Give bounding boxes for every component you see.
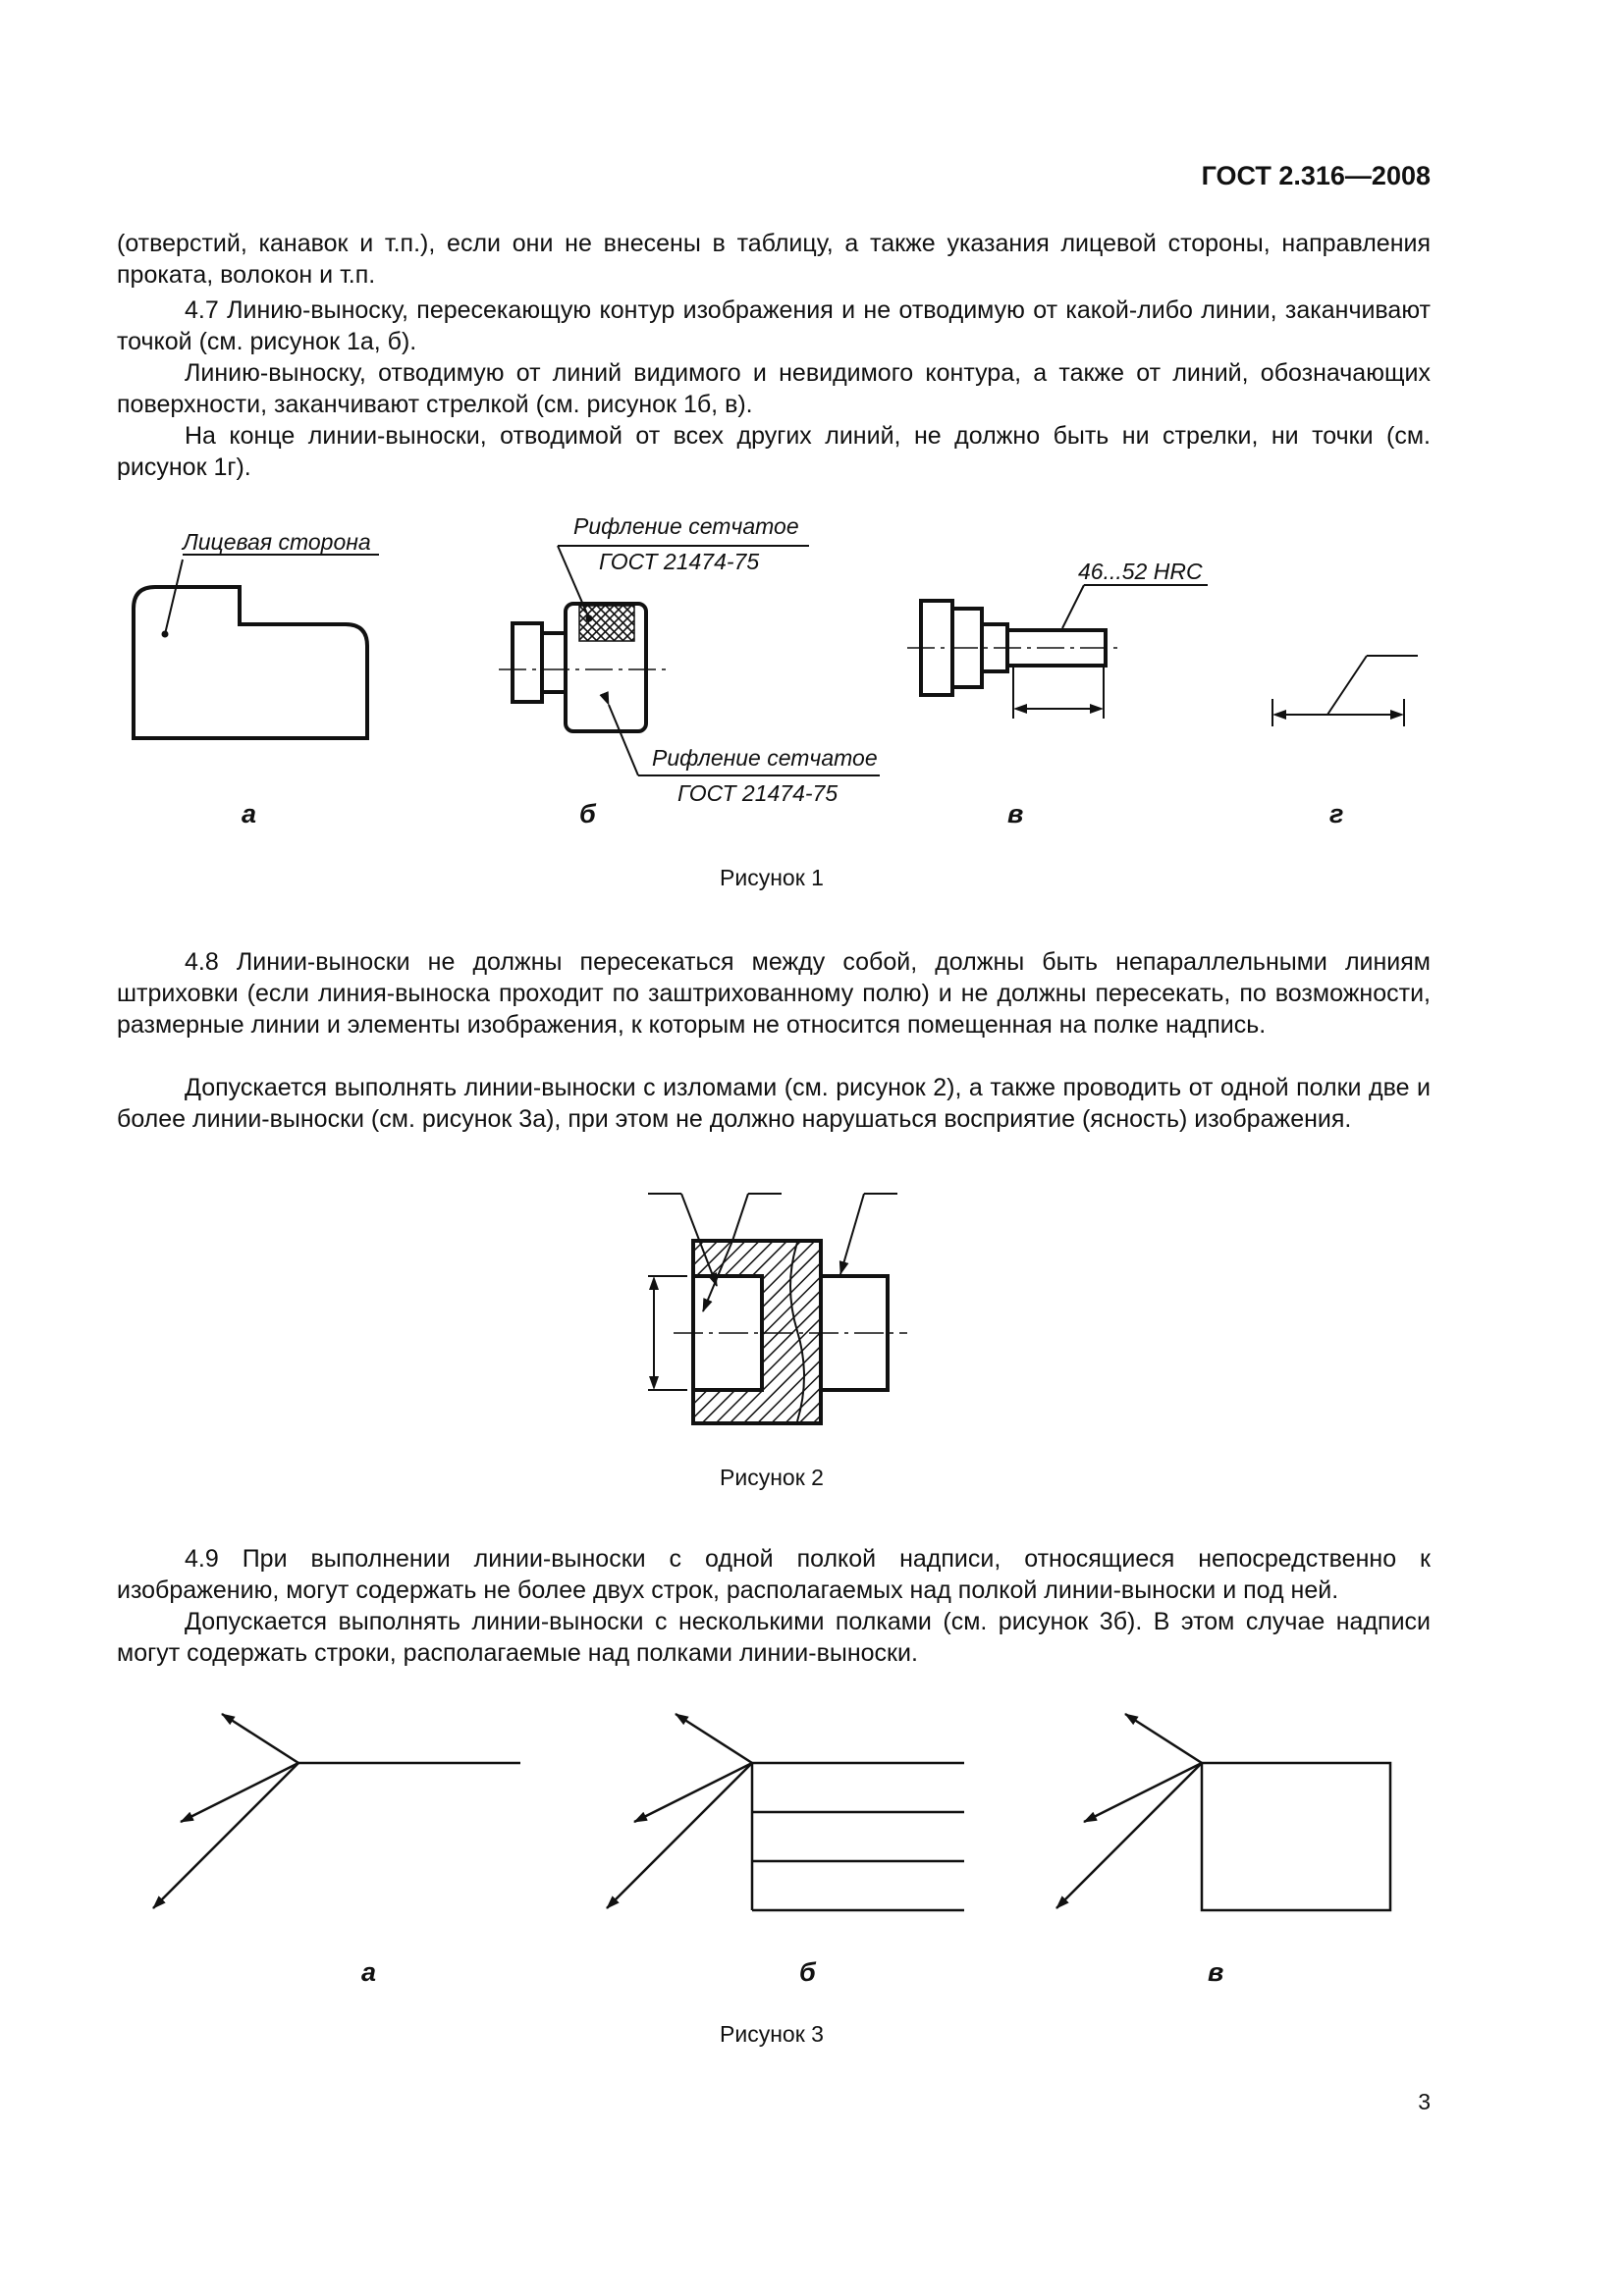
paragraph-shelves: Допускается выполнять линии-выноски с несколькими полками (см. рисунок 3б). В этом случае надписи могут содержать строки, располагаемые над полками линии-выноски. [117, 1608, 1431, 1667]
paragraph-arrow: Линию-выноску, отводимую от линий видимого и невидимого контура, а также от линий, обозначающих поверхности, заканчивают стрелкой (см. рисунок 1б, в). [117, 359, 1431, 418]
label-knurl-bottom: Рифление сетчатое [652, 745, 878, 771]
paragraph-4-8: 4.8 Линии-выноски не должны пересекаться между собой, должны быть непараллельными линиям штриховки (если линия-выноска проходит по заштрихованному полю) и не должны пересекать, по возможности, размерные линии и элементы изображения, к которым не относится помещенная на полке надпись. [117, 948, 1431, 1039]
document-code: ГОСТ 2.316—2008 [1201, 161, 1431, 190]
fig3a-leaders [153, 1714, 520, 1908]
paragraph-breaks: Допускается выполнять линии-выноски с изломами (см. рисунок 2), а также проводить от одной полки две и более линии-выноски (см. рисунок 3а), при этом не должно нарушаться восприятие (ясность) изображения. [117, 1074, 1431, 1133]
page-number: 3 [1418, 2089, 1431, 2114]
paragraph-4-9: 4.9 При выполнении линии-выноски с одной полкой надписи, относящиеся непосредственно к изображению, могут содержать не более двух строк, располагаемых над полкой линии-выноски и под ней. [117, 1545, 1431, 1604]
label-gost-bottom: ГОСТ 21474-75 [677, 780, 839, 806]
figure-3-caption: Рисунок 3 [720, 2021, 824, 2047]
fig3b-leaders [607, 1714, 964, 1910]
label-knurl-top: Рифление сетчатое [573, 513, 799, 539]
label-face-side: Лицевая сторона [183, 529, 371, 555]
figure-2-caption: Рисунок 2 [720, 1465, 824, 1490]
fig1-sub-b: б [579, 799, 596, 828]
fig3-sub-v: в [1208, 1957, 1224, 1987]
paragraph-no-end: На конце линии-выноски, отводимой от всех других линий, не должно быть ни стрелки, ни точки (см. рисунок 1г). [117, 422, 1431, 481]
label-hrc: 46...52 HRC [1078, 559, 1203, 584]
paragraph-continued: (отверстий, канавок и т.п.), если они не внесены в таблицу, а также указания лицевой стороны, направления проката, волокон и т.п. [117, 230, 1431, 289]
fig1-sub-g: г [1329, 799, 1344, 828]
paragraph-4-7: 4.7 Линию-выноску, пересекающую контур изображения и не отводимую от какой-либо линии, заканчивают точкой (см. рисунок 1а, б). [117, 296, 1431, 355]
fig1-sub-a: а [242, 799, 257, 828]
fig3-sub-a: а [361, 1957, 377, 1987]
fig3v-leaders [1056, 1714, 1390, 1910]
fig3-sub-b: б [799, 1957, 816, 1987]
fig1-sub-v: в [1007, 799, 1024, 828]
label-gost-top: ГОСТ 21474-75 [599, 549, 760, 574]
figure-1-caption: Рисунок 1 [720, 865, 824, 890]
